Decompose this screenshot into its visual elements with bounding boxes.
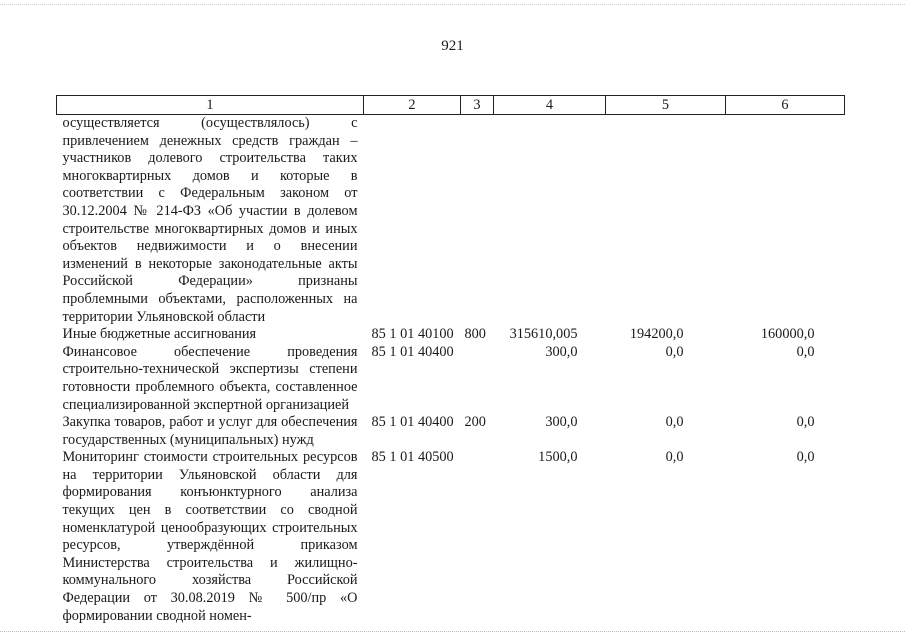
row-expense-type: 200 [464, 414, 486, 431]
page-number: 921 [441, 38, 464, 54]
scan-edge-bottom [0, 630, 905, 632]
row-amount-col6: 0,0 [796, 449, 815, 466]
row-amount-col4 [494, 115, 606, 327]
header-col-1: 1 [57, 96, 364, 115]
row-code [364, 115, 461, 327]
row-description: Иные бюджетные ассигнования [62, 326, 257, 343]
row-code: 85 1 01 40400 [371, 343, 454, 360]
row-amount-col5: 194200,0 [629, 326, 684, 343]
row-code: 85 1 01 40100 [371, 326, 454, 343]
header-row [57, 96, 845, 115]
header-col-4: 4 [494, 96, 606, 115]
row-amount-col6 [726, 115, 845, 327]
header-col-3: 3 [461, 96, 494, 115]
table-row [57, 414, 845, 449]
row-amount-col5 [606, 115, 726, 327]
table-header [57, 96, 845, 115]
row-amount-col6: 0,0 [796, 414, 815, 431]
header-col-2: 2 [364, 96, 461, 115]
row-amount-col4: 300,0 [545, 343, 578, 360]
row-amount-col6: 0,0 [796, 343, 815, 360]
row-amount-col5: 0,0 [665, 414, 684, 431]
row-description: Закупка товаров, работ и услуг для обеспечения государственных (муниципальных) нужд [62, 414, 358, 448]
row-description: осуществляется (осуществлялось) с привлечением денежных средств граждан – участников долевого строительства таких многоквартирных домов и которые в соответствии с Федеральным законом от 30.12.2004 № 214-ФЗ «Об участии в долевом строительстве многоквартирных домов и иных объектов недвижимости и о внесении изменений в некоторые законодательные акты Российской Федерации» признаны проблемными объектами, расположенных на территории Ульяновской области [62, 115, 358, 325]
row-description: Мониторинг стоимости строительных ресурсов на территории Ульяновской области для формирования конъюнктурного анализа текущих цен в соответствии со сводной номенклатурой ценообразующих строительных ресурсов, утверждённой приказом Министерства строительства и жилищно-коммунального хозяйства Российской Федерации от 30.08.2019 № 500/пр «О формировании сводной номен- [62, 449, 358, 624]
row-amount-col5: 0,0 [665, 449, 684, 466]
row-code: 85 1 01 40400 [371, 414, 454, 431]
row-amount-col4: 300,0 [545, 414, 578, 431]
scan-edge-top [0, 3, 905, 5]
row-expense-type [461, 344, 494, 414]
table-row [57, 449, 845, 625]
row-amount-col6: 160000,0 [760, 326, 815, 343]
table-row [57, 344, 845, 414]
table-row [57, 115, 845, 327]
budget-table [56, 95, 845, 625]
header-col-5: 5 [606, 96, 726, 115]
row-description: Финансовое обеспечение проведения строительно-технической экспертизы степени готовности проблемного объекта, составленное специализированной экспертной организацией [62, 343, 358, 413]
table-body [57, 115, 845, 626]
row-expense-type [461, 449, 494, 625]
row-amount-col4: 1500,0 [538, 449, 578, 466]
row-amount-col4: 315610,005 [509, 326, 578, 343]
row-expense-type: 800 [464, 326, 486, 343]
table-row [57, 326, 845, 344]
header-col-6: 6 [726, 96, 845, 115]
row-code: 85 1 01 40500 [371, 449, 454, 466]
row-amount-col5: 0,0 [665, 343, 684, 360]
row-expense-type [461, 115, 494, 327]
